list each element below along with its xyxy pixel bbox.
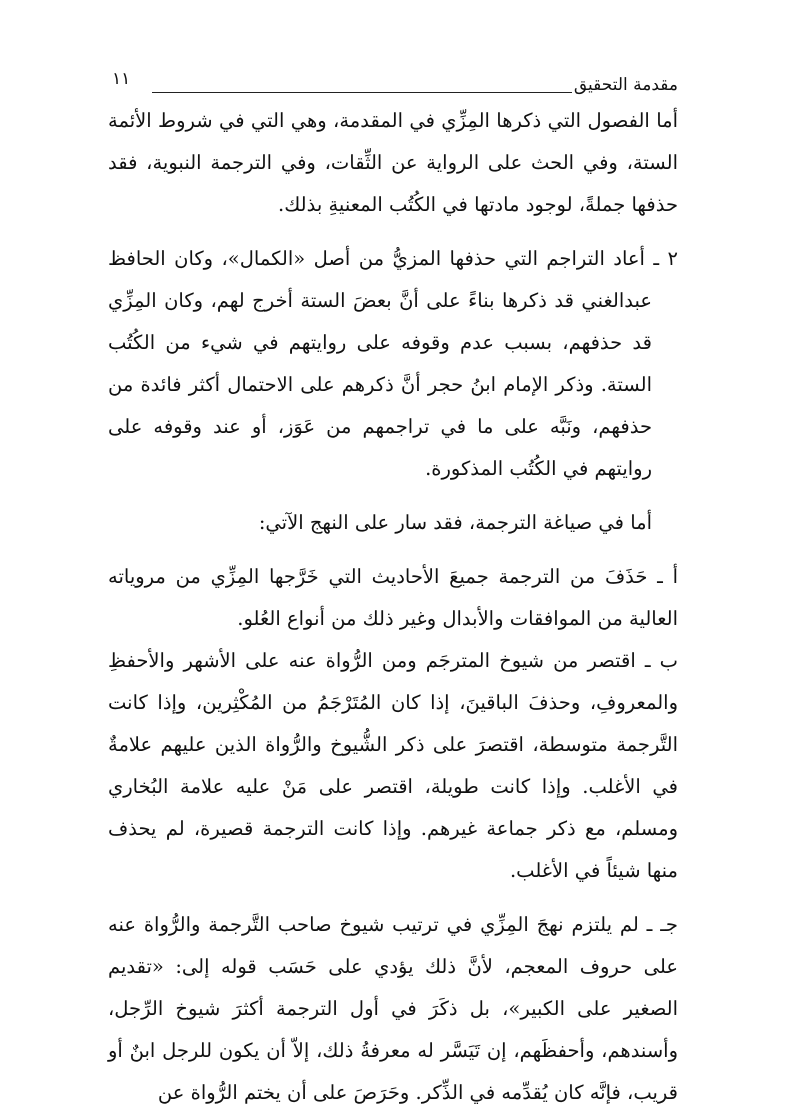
body-text <box>108 100 678 1114</box>
paragraph-item-alif: أ ـ حَذَفَ من الترجمة جميعَ الأحاديث التي خَرَّجها المِزِّي من مروياته العالية من الموافقات والأبدال وغير ذلك من أنواع العُلو. <box>108 565 678 630</box>
paragraph-item-2: ٢ ـ أعاد التراجم التي حذفها المزيُّ من أصل «الكمال»، وكان الحافظ عبدالغني قد ذكرها بناءً على أنَّ بعضَ الستة أخرج لهم، وكان المِزِّي قد حذفهم، بسبب عدم وقوفه على روايتهم في شيء من الكُتُب الستة. وذكر الإمام ابنُ حجر أنَّ ذكرهم على الاحتمال أكثر فائدة من حذفهم، ونَبَّه على ما في تراجمهم من عَوَز، أو عند وقوفه على روايتهم في الكُتُب المذكورة. <box>108 247 678 480</box>
page-header <box>112 62 678 102</box>
paragraph-method-intro: أما في صياغة الترجمة، فقد سار على النهج الآتي: <box>258 511 652 534</box>
paragraph-item-jim: جـ ـ لم يلتزم نهجَ المِزِّي في ترتيب شيوخ صاحب التَّرجمة والرُّواة عنه على حروف المعجم، لأنَّ ذلك يؤدي على حَسَب قوله إلى: «تقديم الصغير على الكبير»، بل ذكَرَ في أول الترجمة أكثرَ شيوخ الرِّجل، وأسندهم، وأحفظَهم، إن تَيَسَّر له معرفةُ ذلك، إلاّ أن يكون للرجل ابنٌ أو قريب، فإنَّه كان يُقدِّمه في الذِّكر. وحَرَصَ على أن يختم الرُّواة عن <box>108 913 678 1104</box>
header-rule <box>152 92 572 93</box>
paragraph-item-ba: ب ـ اقتصر من شيوخ المترجَم ومن الرُّواة عنه على الأشهر والأحفظِ والمعروفِ، وحذفَ الباقينَ، إذا كان المُتَرْجَمُ من المُكْثِرين، وإذا كانت التَّرجمة متوسطة، اقتصرَ على ذكر الشُّيوخ والرُّواة الذين عليهم علامةٌ في الأغلب. وإذا كانت طويلة، اقتصر على مَنْ عليه علامة البُخاري ومسلم، مع ذكر جماعة غيرهم. وإذا كانت الترجمة قصيرة، لم يحذف منها شيئاً في الأغلب. <box>108 649 678 882</box>
paragraph-sections: أما الفصول التي ذكرها المِزِّي في المقدمة، وهي التي في شروط الأئمة الستة، وفي الحث على الرواية عن الثِّقات، وفي الترجمة النبوية، فقد حذفها جملةً، لوجود مادتها في الكُتُب المعنيةِ بذلك. <box>108 109 678 216</box>
running-title: مقدمة التحقيق <box>573 75 678 95</box>
page-number: ١١ <box>112 69 131 89</box>
